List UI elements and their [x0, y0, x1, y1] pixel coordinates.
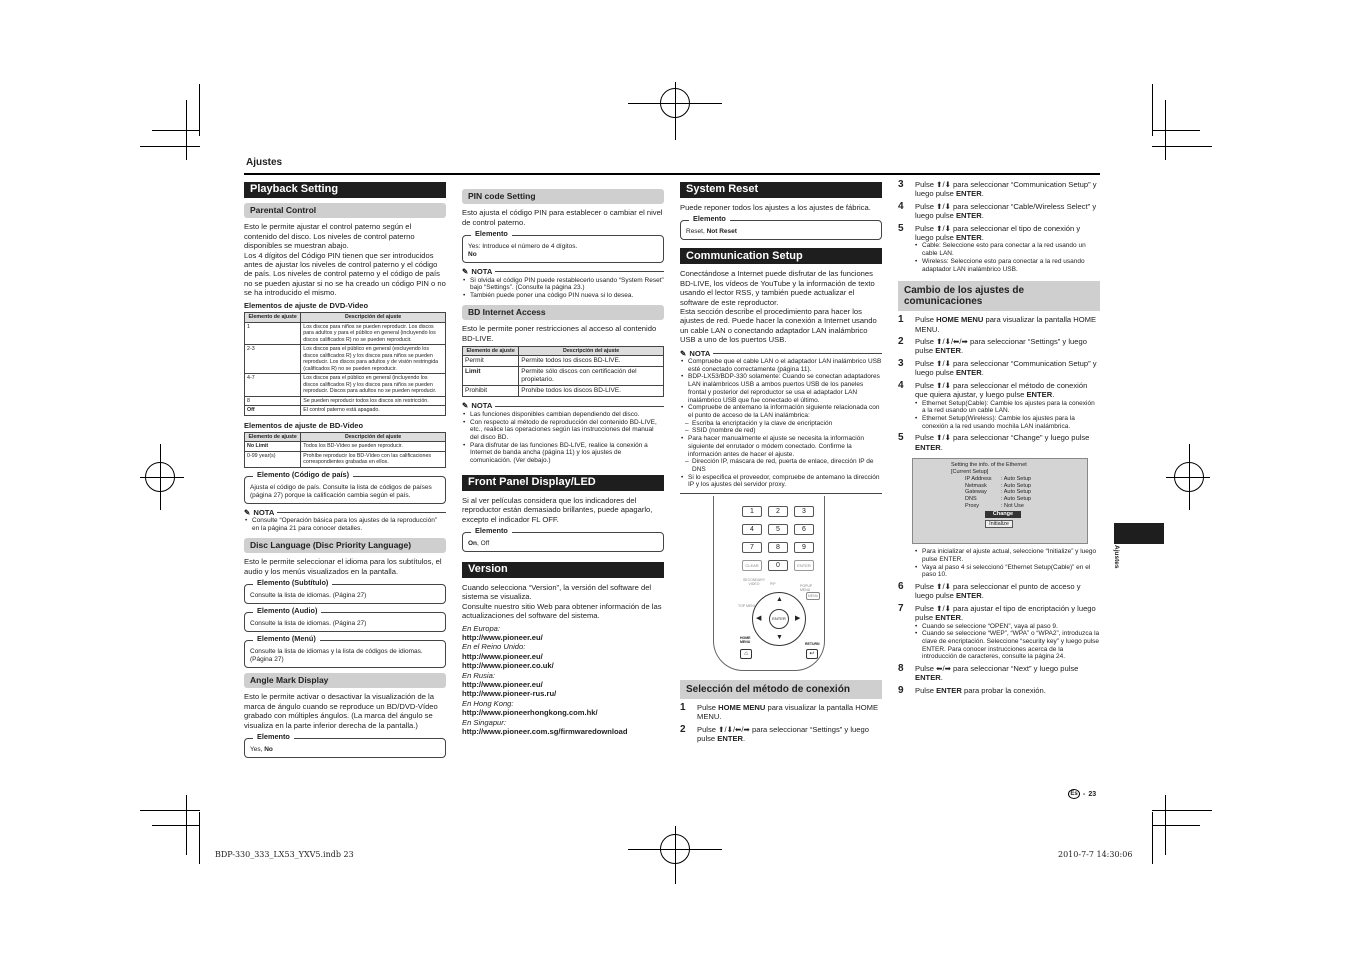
table-row: Permit Permite todos los discos BD-LIVE. [463, 356, 664, 367]
table-row: 1 Los discos para niños se pueden reproducir. Los discos para adultos y para el público en general (incluyendo los discos calificados R) no se pueden reproducir. [245, 322, 446, 345]
arrow-right-icon: ▶ [795, 615, 801, 623]
key-6: 6 [794, 524, 814, 535]
step: 4 Pulse ⬆/⬇ para seleccionar “Cable/Wireless Select” y luego pulse ENTER. [898, 200, 1097, 221]
settings-screen: Setting the info. of the Ethernet [Current Setup] IP Address : Auto Setup Netmask : Auto Setup Gateway : Auto Setup DNS : Auto Setup Proxy : Not Use Change Initialize [912, 458, 1088, 544]
menu-box: Elemento (Menú) Consulte la lista de idiomas y la lista de códigos de idiomas. (Página 27) [244, 640, 446, 668]
side-tab [1114, 523, 1164, 544]
remote-illustration: 1 2 3 4 5 6 7 8 9 CLEAR 0 ENTER SECONDARY VIDEO PIP POPUP MENU MENU TOP MENU ENTER ▲ ▼ ◀ ▶ HOME MENU ⌂ RETURN ↩ [680, 494, 882, 674]
note-icon: ✎ [680, 348, 687, 358]
crop-mark [1152, 810, 1212, 811]
return-icon: ↩ [806, 649, 818, 659]
home-icon: ⌂ [740, 649, 752, 659]
pin-heading: PIN code Setting [462, 189, 664, 204]
column-4: 3 Pulse ⬆/⬇ para seleccionar “Communication Setup” y luego pulse ENTER. 4 Pulse ⬆/⬇ para seleccionar “Cable/Wireless Select” y luego pulse ENTER. 5 Pulse ⬆/⬇ para seleccionar el tipo de conexión y luego pulse ENTER. • Cable: Seleccione esto para conectar a la red usando un cable LAN. • Wireless: Seleccione esto para conectar a la red usando adaptador LAN inalámbrico USB. Cambio de los ajustes de comunicaciones 1 Pulse HOME MENU para visualizar la pantalla HOME MENU. 2 Pulse ⬆/⬇/⬅/➡ para seleccionar “Settings” y luego pulse ENTER. 3 Pulse ⬆/⬇ para seleccionar “Communication Setup” y luego pulse ENTER. 4 Pulse ⬆/⬇ para seleccionar el método de conexión que quiera ajustar, y luego pulse ENTER. • Ethernet Setup(Cable): Cambie los ajustes para la conexión a la red usando un cable LAN. • Ethernet Setup(Wireless): Cambie los ajustes para la conexión a la red usando mochila LAN inalámbrica. 5 Pulse ⬆/⬇ para seleccionar “Change” y luego pulse ENTER. Setting the info. of the Ethernet [Current Setup] IP Address : Auto Setup Netmask : Auto Setup Gateway : Auto Setup DNS : Auto Setup Proxy : Not Use Change Initialize • Para inicializar el ajuste actual, seleccione “Initialize” y luego pulse ENTER. • Vaya al paso 4 si seleccionó “Ethernet Setup(Cable)” en el paso 10. 6 Pulse ⬆/⬇ para seleccionar el punto de acceso y luego pulse ENTER. 7 Pulse ⬆/⬇ para ajustar el tipo de encriptación y luego pulse ENTER. • Cuando se seleccione “OPEN”, vaya al paso 9. • Cuando se seleccione “WEP”, “WPA” o “WPA2”, introduzca la clave de encriptación. Seleccione “security key” y luego pulse ENTER. Para conocer instrucciones acerca de la introducción de caracteres, consulte la página 24. 8 Pulse ⬅/➡ para seleccionar “Next” y luego pulse ENTER. 9 Pulse ENTER para probar la conexión. [898, 180, 1100, 699]
change-button[interactable]: Change [985, 511, 1021, 518]
column-3: System Reset Puede reponer todos los ajustes a los ajustes de fábrica. Elemento Reset, Not Reset Communication Setup Conectándose a Internet puede disfrutar de las funciones BD-LIVE, los vídeos de YouTube y la información de texto usando el lector RSS, y también puede actualizar el software de este reproductor. Esta sección describe el procedimiento para hacer los ajustes de red. Puede hacer la conexión a Internet usando un cable LAN o conectando adaptador LAN inalámbrico USB a uno de los puertos USB. ✎ NOTA • Compruebe que el cable LAN o el adaptador LAN inalámbrico USB esté conectado correctamente (página 11). • BDP-LX53/BDP-330 solamente: Cuando se conectan adaptadores LAN inalámbricos USB a ambos puertos USB de los paneles frontal y posterior del reproductor se usa el adaptador LAN inalámbrico USB que fue conectado el último. • Compruebe de antemano la información siguiente relacionada con el punto de acceso de la LAN inalámbrica: – Escriba la encriptación y la clave de encriptación – SSID (nombre de red) • Para hacer manualmente el ajuste se necesita la información siguiente del enrutador o módem conectado. Confirme la información antes de hacer el ajuste. – Dirección IP, máscara de red, puerta de enlace, dirección IP de DNS • Si lo especifica el proveedor, compruebe de antemano la dirección IP y los ajustes del servidor proxy. 1 2 3 4 5 6 7 8 9 CLEAR 0 ENTER SECONDARY VIDEO PIP POPUP MENU MENU TOP MENU ENTER ▲ ▼ ◀ ▶ HOME MENU ⌂ RETURN ↩ Selección del método de conexión 1 Pulse HOME MENU para visualizar la pantalla HOME MENU. 2 Pulse ⬆/⬇/⬅/➡ para seleccionar “Settings” y luego pulse ENTER. [680, 182, 882, 747]
key-9: 9 [794, 542, 814, 553]
page-number: Es - 23 [1068, 789, 1096, 799]
nota-heading: ✎ NOTA [680, 349, 882, 358]
system-reset-heading: System Reset [680, 182, 882, 198]
step: 1 Pulse HOME MENU para visualizar la pantalla HOME MENU. [680, 702, 879, 722]
nota-heading: ✎ NOTA [462, 401, 664, 410]
initialize-button[interactable]: Initialize [985, 520, 1013, 529]
front-panel-heading: Front Panel Display/LED [462, 475, 664, 491]
crop-mark [1152, 812, 1153, 864]
link[interactable]: http://www.pioneer.eu/ [462, 651, 543, 661]
key-2: 2 [768, 506, 788, 517]
step: 5 Pulse ⬆/⬇ para seleccionar “Change” y luego pulse ENTER. [898, 432, 1090, 452]
registration-line [675, 826, 676, 884]
enter-button: ENTER [769, 609, 789, 629]
links: En Europa: http://www.pioneer.eu/ En el Reino Unido: http://www.pioneer.eu/ http://www.pioneer.co.uk/ En Rusia: http://www.pioneer.eu/ http://www.pioneer-rus.ru/ En Hong Kong: http://www.pioneerhongkong.com.hk/ En Singapur: http://www.pioneer.com.sg/firmwaredownload [462, 624, 664, 737]
table-row: No Limit Todos los BD-Vídeo se pueden reproducir. [245, 442, 446, 452]
key-4: 4 [742, 524, 762, 535]
pin-box: Elemento Yes: Introduce el número de 4 dígitos. No [462, 235, 664, 263]
step: 3 Pulse ⬆/⬇ para seleccionar “Communication Setup” y luego pulse ENTER. [898, 179, 1097, 199]
crop-mark [1152, 146, 1212, 147]
side-tab-label: Ajustes [1113, 545, 1120, 569]
step: 4 Pulse ⬆/⬇ para seleccionar el método de conexión que quiera ajustar, y luego pulse ENTER. [898, 379, 1088, 400]
communication-heading: Communication Setup [680, 248, 882, 264]
key-enter: ENTER [794, 560, 814, 571]
crop-mark [152, 825, 200, 826]
bd-internet-table: Elemento de ajuste Descripción del ajuste Permit Permite todos los discos BD-LIVE. Limit Permite sólo discos con certificación del propietario. Prohibit Prohíbe todos los discos BD-LIVE. [462, 346, 664, 398]
key-8: 8 [768, 542, 788, 553]
arrow-down-icon: ▼ [776, 634, 783, 642]
crop-mark [199, 84, 200, 136]
step: 9 Pulse ENTER para probar la conexión. [898, 684, 1046, 696]
step: 8 Pulse ⬅/➡ para seleccionar “Next” y luego pulse ENTER. [898, 663, 1079, 683]
link[interactable]: http://www.pioneer.eu/ [462, 680, 543, 690]
step: 2 Pulse ⬆/⬇/⬅/➡ para seleccionar “Settings” y luego pulse ENTER. [680, 723, 869, 744]
link[interactable]: http://www.pioneerhongkong.com.hk/ [462, 708, 598, 718]
registration-line [1166, 477, 1210, 478]
link[interactable]: http://www.pioneer-rus.ru/ [462, 689, 557, 699]
crop-mark [152, 130, 200, 131]
registration-line [140, 477, 184, 478]
table-row: Limit Permite sólo discos con certificación del propietario. [463, 367, 664, 386]
parental-heading: Parental Control [244, 203, 446, 218]
bd-video-table: Elemento de ajuste Descripción del ajuste No Limit Todos los BD-Vídeo se pueden reproducir. 0-99 year(s) Prohíbe reproducir los BD-Vídeo con las calificaciones correspondientes grabadas en ellos. [244, 432, 446, 468]
registration-line [675, 82, 676, 140]
crop-mark [140, 146, 200, 147]
crop-mark [1152, 84, 1153, 136]
key-0: 0 [768, 560, 788, 571]
front-box: Elemento On, Off [462, 532, 664, 552]
table-row: 2-3 Los discos para el público en general (excluyendo los discos calificados R) y los discos para niños se pueden reproducir. Los discos para adultos y de visión restringida (calificados R) no se pueden reproducir. [245, 345, 446, 374]
bd-internet-heading: BD Internet Access [462, 305, 664, 320]
parental-text: Esto le permite ajustar el control paterno según el contenido del disco. Los niveles de control paterno disponibles se muestran abajo. [244, 222, 415, 251]
nota-heading: ✎ NOTA [462, 267, 664, 276]
playback-heading: Playback Setting [244, 182, 446, 198]
note-icon: ✎ [462, 267, 469, 277]
crop-mark [1152, 825, 1200, 826]
angle-heading: Angle Mark Display [244, 673, 446, 688]
version-heading: Version [462, 562, 664, 578]
change-settings-heading: Cambio de los ajustes de comunicaciones [898, 281, 1100, 311]
page-num: 23 [1088, 790, 1097, 798]
arrow-up-icon: ▲ [776, 596, 783, 604]
footer-datetime: 2010-7-7 14:30:06 [1058, 850, 1133, 859]
nota-heading: ✎ NOTA [244, 508, 446, 517]
angle-box: Elemento Yes, No [244, 738, 446, 758]
note-icon: ✎ [244, 507, 251, 517]
key-5: 5 [768, 524, 788, 535]
key-3: 3 [794, 506, 814, 517]
column-2: PIN code Setting Esto ajusta el código PIN para establecer o cambiar el nivel de control paterno. Elemento Yes: Introduce el número de 4 dígitos. No ✎ NOTA • Si olvida el código PIN puede restablecerlo usando “System Reset” bajo “Settings”. (Consulte la página 23.) • También puede poner una código PIN nueva si lo desea. BD Internet Access Esto le permite poner restricciones al acceso al contenido BD-LIVE. Elemento de ajuste Descripción del ajuste Permit Permite todos los discos BD-LIVE. Limit Permite sólo discos con certificación del propietario. Prohibit Prohíbe todos los discos BD-LIVE. ✎ NOTA • Las funciones disponibles cambian dependiendo del disco. • Con respecto al método de reproducción del contenido BD-LIVE, etc., realice las operaciones según las instrucciones del manual del disco BD. • Para disfrutar de las funciones BD-LIVE, realice la conexión a Internet de banda ancha (página 11) y los ajustes de comunicación. (Ver debajo.) Front Panel Display/LED Si al ver películas considera que los indicadores del reproductor están demasiado brillantes, puede apagarlo, excepto el indicador FL OFF. Elemento On, Off Version Cuando selecciona “Version”, la versión del software del sistema se visualiza. Consulte nuestro sitio Web para obtener información de las actualizaciones del software del sistema. En Europa: http://www.pioneer.eu/ En el Reino Unido: http://www.pioneer.eu/ http://www.pioneer.co.uk/ En Rusia: http://www.pioneer.eu/ http://www.pioneer-rus.ru/ En Hong Kong: http://www.pioneerhongkong.com.hk/ En Singapur: http://www.pioneer.com.sg/firmwaredownload [462, 189, 664, 737]
step: 5 Pulse ⬆/⬇ para seleccionar el tipo de conexión y luego pulse ENTER. [898, 222, 1081, 243]
country-box: Elemento (Código de país) Ajusta el código de país. Consulte la lista de códigos de países (página 27) porque la calificación cambia según el país. [244, 476, 446, 504]
note-icon: ✎ [462, 401, 469, 411]
dvd-table-title: Elementos de ajuste de DVD-Video [244, 300, 369, 310]
subtitle-box: Elemento (Subtítulo) Consulte la lista de idiomas. (Página 27) [244, 584, 446, 604]
registration-line [160, 444, 161, 510]
key-clear: CLEAR [742, 560, 762, 571]
crop-mark [140, 810, 200, 811]
crop-mark [1152, 130, 1200, 131]
crop-mark [199, 812, 200, 864]
section-header: Ajustes [246, 157, 283, 168]
table-row: 8 Se pueden reproducir todos los discos sin restricción. [245, 396, 446, 406]
step: 1 Pulse HOME MENU para visualizar la pantalla HOME MENU. [898, 314, 1097, 334]
table-row: Off El control paterno está apagado. [245, 406, 446, 416]
step: 3 Pulse ⬆/⬇ para seleccionar “Communication Setup” y luego pulse ENTER. [898, 357, 1097, 378]
dvd-table: Elemento de ajuste Descripción del ajuste 1 Los discos para niños se pueden reproducir. Los discos para adultos y para el público en general (incluyendo los discos calificados R) no se pueden reproducir. 2-3 Los discos para el público en general (excluyendo los discos calificados R) y los discos para niños se pueden reproducir. Los discos para adultos y de visión restringida (calificados R) no se pueden reproducir. 4-7 Los discos para el público en general (incluyendo los discos calificados R) y los discos para niños se pueden reproducir. Discos para adultos no se pueden reproducir. 8 Se pueden reproducir todos los discos sin restricción. Off El control paterno está apagado. [244, 312, 446, 416]
arrow-left-icon: ◀ [756, 615, 762, 623]
table-row: 0-99 year(s) Prohíbe reproducir los BD-Vídeo con las calificaciones correspondientes grabadas en ellos. [245, 451, 446, 467]
connection-method-heading: Selección del método de conexión [680, 680, 882, 699]
table-row: Prohibit Prohíbe todos los discos BD-LIVE. [463, 386, 664, 397]
audio-box: Elemento (Audio) Consulte la lista de idiomas. (Página 27) [244, 612, 446, 632]
key-7: 7 [742, 542, 762, 553]
bd-table-title: Elementos de ajuste de BD-Video [244, 420, 364, 430]
parental-text-2: Los 4 dígitos del Código PIN tienen que ser introducidos antes de ajustar los niveles de control paterno y el código de país. Los niveles de control paterno y el código de país no se pueden ajustar si no se ha creado un código PIN o no se ha introducido el mismo. [244, 250, 446, 298]
link[interactable]: http://www.pioneer.com.sg/firmwaredownload [462, 727, 628, 737]
reset-box: Elemento Reset, Not Reset [680, 220, 882, 240]
header-rule [244, 173, 1100, 175]
language-badge: Es [1068, 789, 1080, 799]
footer-file: BDP-330_333_LX53_YXV5.indb 23 [215, 850, 354, 859]
registration-line [1189, 444, 1190, 510]
step: 7 Pulse ⬆/⬇ para ajustar el tipo de encriptación y luego pulse ENTER. [898, 602, 1096, 623]
disc-language-heading: Disc Language (Disc Priority Language) [244, 538, 446, 553]
link[interactable]: http://www.pioneer.eu/ [462, 633, 543, 643]
column-1: Playback Setting Parental Control Esto le permite ajustar el control paterno según el contenido del disco. Los niveles de control paterno disponibles se muestran abajo. Los 4 dígitos del Código PIN tienen que ser introducidos antes de ajustar los niveles de control paterno y el código de país. Los niveles de control paterno y el código de país no se pueden ajustar si no se ha creado un código PIN o no se ha introducido el mismo. Elementos de ajuste de DVD-Video Elemento de ajuste Descripción del ajuste 1 Los discos para niños se pueden reproducir. Los discos para adultos y para el público en general (incluyendo los discos calificados R) no se pueden reproducir. 2-3 Los discos para el público en general (excluyendo los discos calificados R) y los discos para niños se pueden reproducir. Los discos para adultos y de visión restringida (calificados R) no se pueden reproducir. 4-7 Los discos para el público en general (incluyendo los discos calificados R) y los discos para niños se pueden reproducir. Discos para adultos no se pueden reproducir. 8 Se pueden reproducir todos los discos sin restricción. Off El control paterno está apagado. Elementos de ajuste de BD-Video Elemento de ajuste Descripción del ajuste No Limit Todos los BD-Vídeo se pueden reproducir. 0-99 year(s) Prohíbe reproducir los BD-Vídeo con las calificaciones correspondientes grabadas en ellos. Elemento (Código de país) Ajusta el código de país. Consulte la lista de códigos de países (página 27) porque la calificación cambia según el país. ✎ NOTA • Consulte “Operación básica para los ajustes de la reproducción” en la página 21 para conocer detalles. Disc Language (Disc Priority Language) Esto le permite seleccionar el idioma para los subtítulos, el audio y los menús visualizados en la pantalla. Elemento (Subtítulo) Consulte la lista de idiomas. (Página 27) Elemento (Audio) Consulte la lista de idiomas. (Página 27) Elemento (Menú) Consulte la lista de idiomas y la lista de códigos de idiomas. (Página 27) Angle Mark Display Esto le permite activar o desactivar la visualización de la marca de ángulo cuando se reproduce un BD/DVD-Vídeo grabado con múltiples ángulos. (La marca del ángulo se visualiza en la parte inferior derecha de la pantalla.) Elemento Yes, No [244, 182, 446, 762]
table-row: 4-7 Los discos para el público en general (incluyendo los discos calificados R) y los discos para niños se pueden reproducir. Discos para adultos no se pueden reproducir. [245, 374, 446, 397]
step: 2 Pulse ⬆/⬇/⬅/➡ para seleccionar “Settings” y luego pulse ENTER. [898, 336, 1087, 356]
step: 6 Pulse ⬆/⬇ para seleccionar el punto de acceso y luego pulse ENTER. [898, 580, 1081, 601]
link[interactable]: http://www.pioneer.co.uk/ [462, 661, 554, 671]
key-1: 1 [742, 506, 762, 517]
